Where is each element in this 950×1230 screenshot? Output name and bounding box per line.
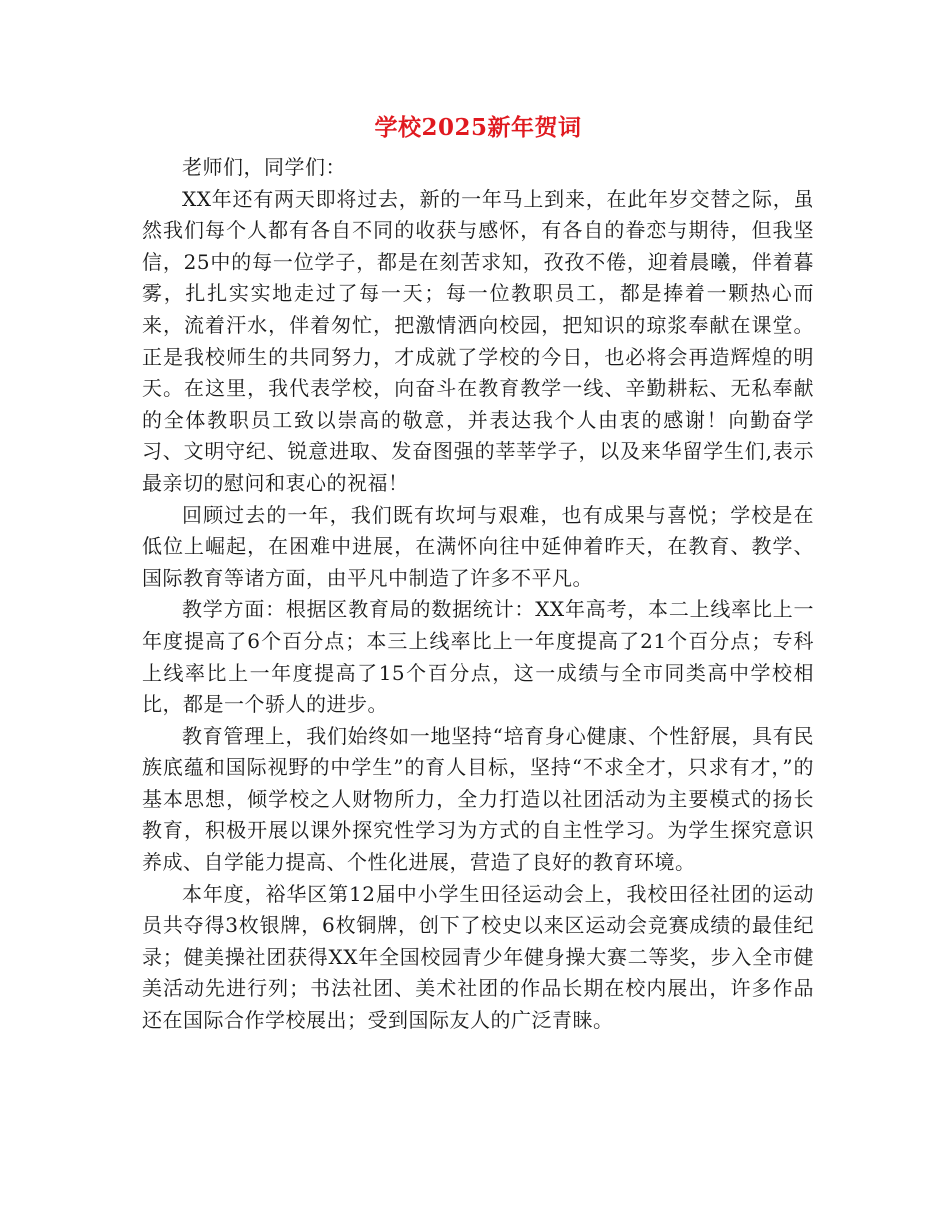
achievements-paragraph: 本年度，裕华区第12届中小学生田径运动会上，我校田径社团的运动员共夺得3枚银牌，6枚铜牌，创下了校史以来区运动会竞赛成绩的最佳纪录；健美操社团获得XX年全国校园青少年健身操大赛二等奖，步入全市健美活动先进行列；书法社团、美术社团的作品长期在校内展出，许多作品还在国际合作学校展出；受到国际友人的广泛青睐。 — [142, 881, 814, 1033]
intro-paragraph: XX年还有两天即将过去，新的一年马上到来，在此年岁交替之际，虽然我们每个人都有各自不同的收获与感怀，有各自的眷恋与期待，但我坚信，25中的每一位学子，都是在刻苦求知，孜孜不倦，迎着晨曦，伴着暮雾，扎扎实实地走过了每一天；每一位教职员工，都是捧着一颗热心而来，流着汗水，伴着匆忙，把激情洒向校园，把知识的琼浆奉献在课堂。正是我校师生的共同努力，才成就了学校的今日，也必将会再造辉煌的明天。在这里，我代表学校，向奋斗在教育教学一线、辛勤耕耘、无私奉献的全体教职员工致以崇高的敬意，并表达我个人由衷的感谢！向勤奋学习、文明守纪、锐意进取、发奋图强的莘莘学子，以及来华留学生们,表示最亲切的慰问和衷心的祝福！ — [142, 186, 814, 495]
management-paragraph: 教育管理上，我们始终如一地坚持“培育身心健康、个性舒展，具有民族底蕴和国际视野的中学生”的育人目标，坚持“不求全才，只求有才，”的基本思想，倾学校之人财物所力，全力打造以社团活动为主要模式的扬长教育，积极开展以课外探究性学习为方式的自主性学习。为学生探究意识养成、自学能力提高、个性化进展，营造了良好的教育环境。 — [142, 723, 814, 875]
review-paragraph: 回顾过去的一年，我们既有坎坷与艰难，也有成果与喜悦；学校是在低位上崛起，在困难中进展，在满怀向往中延伸着昨天，在教育、教学、国际教育等诸方面，由平凡中制造了许多不平凡。 — [142, 502, 814, 590]
document-body — [142, 152, 814, 1037]
document-title: 学校2025新年贺词 — [374, 114, 582, 141]
teaching-paragraph: 教学方面：根据区教育局的数据统计：XX年高考，本二上线率比上一年度提高了6个百分点；本三上线率比上一年度提高了21个百分点；专科上线率比上一年度提高了15个百分点，这一成绩与全市同类高中学校相比，都是一个骄人的进步。 — [142, 597, 814, 717]
salutation-paragraph: 老师们，同学们： — [182, 155, 346, 179]
document-page — [142, 108, 814, 1037]
